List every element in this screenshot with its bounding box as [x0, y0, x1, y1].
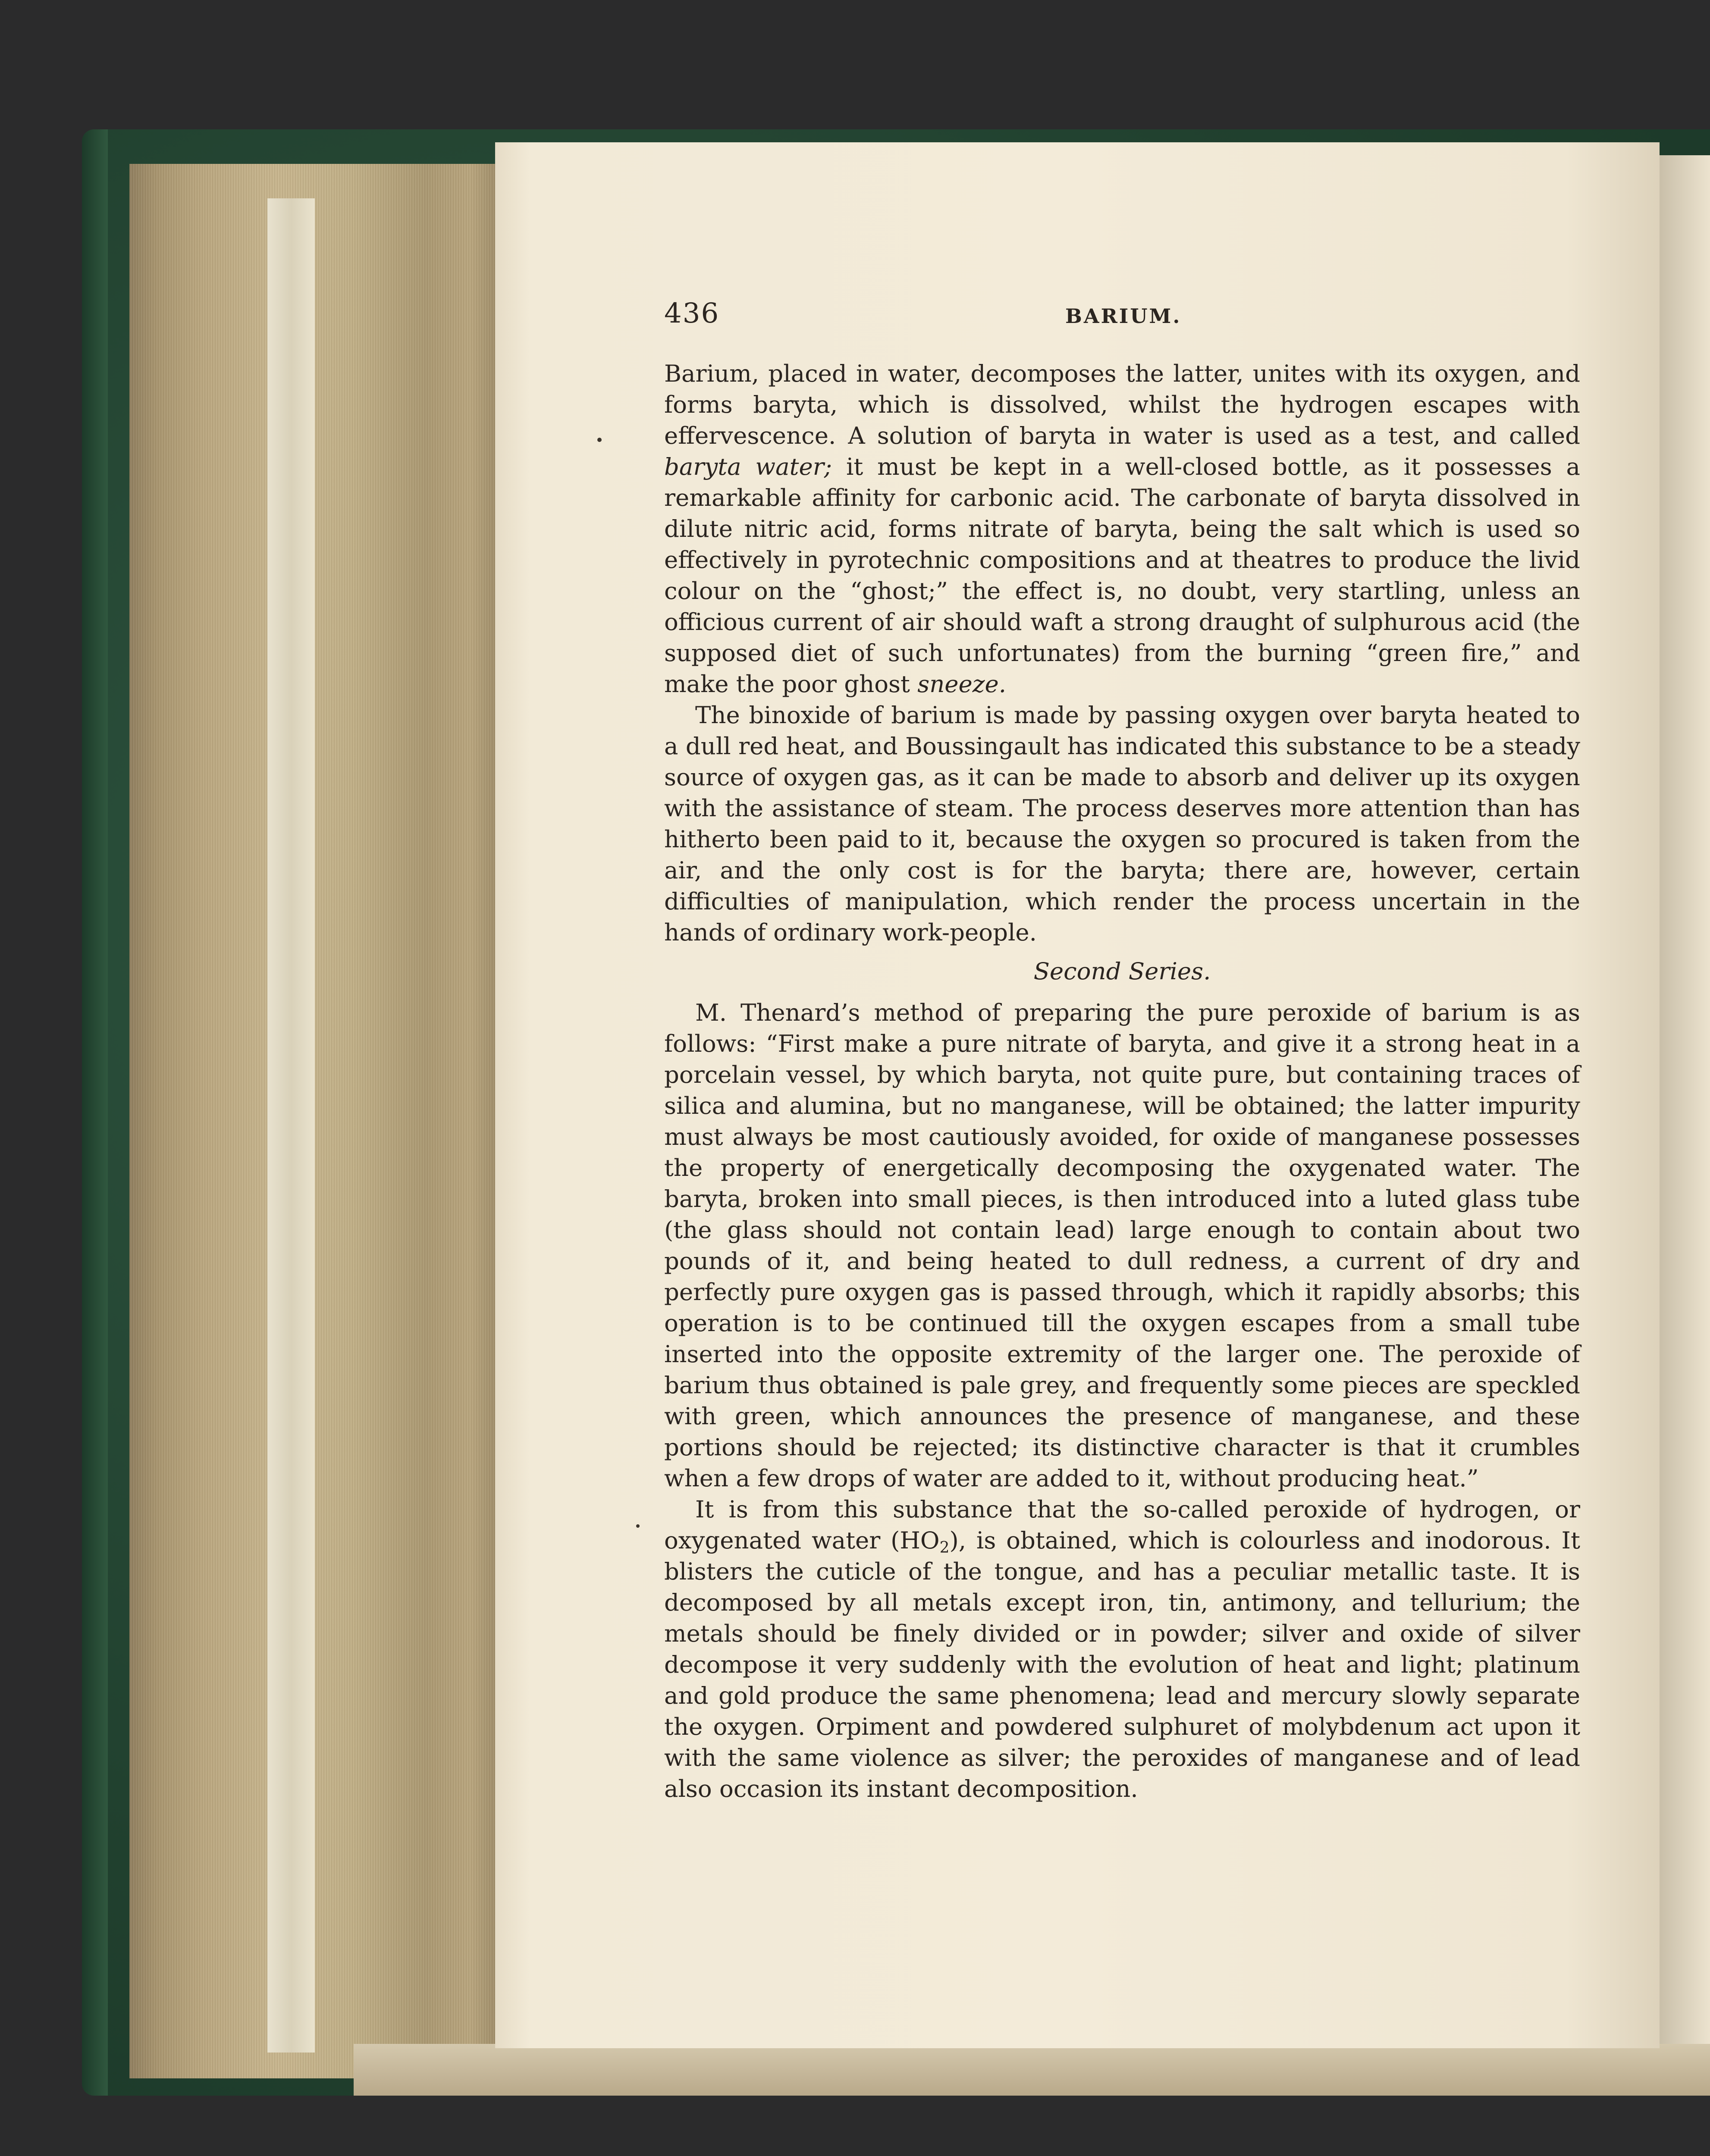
- italic-term: sneeze.: [917, 670, 1007, 698]
- running-head: BARIUM.: [1065, 304, 1182, 328]
- paragraph-binoxide: The binoxide of barium is made by passing oxygen over baryta heated to a dull red heat, and Boussingault has indicated this substance to be a steady source of oxygen gas, as it can be made to absorb and deliver up its oxygen with the assistance of steam. The process deserves more attention than has hitherto been paid to it, because the oxygen so procured is taken from the air, and the only cost is for the baryta; there are, however, certain difficulties of manipulation, which render the process uncertain in the hands of ordinary work-people.: [664, 701, 1580, 946]
- section-heading: Second Series.: [1033, 957, 1211, 985]
- body-text: [664, 358, 1580, 1804]
- ink-speck: [636, 1524, 640, 1528]
- page-block-texture: [129, 164, 500, 2078]
- facing-page-edge: [1660, 155, 1710, 2044]
- paragraph-barium-water: [664, 358, 1580, 699]
- bottom-page-edge: [354, 2044, 1710, 2096]
- page-header: [664, 298, 1613, 336]
- paragraph-thenard-method: M. Thenard’s method of preparing the pure peroxide of barium is as follows: “First make a pure nitrate of baryta, and give it a strong heat in a porcelain vessel, by which baryta, not quite pure, but containing traces of silica and alumina, but no manganese, will be obtained; the latter impurity must always be most cautiously avoided, for oxide of manganese possesses the property of energetically decomposing the oxygenated water. The baryta, broken into small pieces, is then introduced into a luted glass tube (the glass should not contain lead) large enough to contain about two pounds of it, and being heated to dull redness, a current of dry and perfectly pure oxygen gas is passed through, which it rapidly absorbs; this operation is to be continued till the oxygen escapes from a small tube inserted into the opposite extremity of the larger one. The peroxide of barium thus obtained is pale grey, and frequently some pieces are speckled with green, which announces the presence of manganese, and these portions should be rejected; its distinctive character is that it crumbles when a few drops of water are added to it, without producing heat.”: [664, 999, 1580, 1492]
- page-number: 436: [664, 298, 720, 329]
- paragraph-text: ), is obtained, which is colourless and inodorous. It blisters the cuticle of the tongue, and has a peculiar metallic taste. It is decomposed by all metals except iron, tin, antimony, and tellurium; the metals should be finely divided or in powder; silver and oxide of silver decompose it very suddenly with the evolution of heat and light; platinum and gold produce the same phenomena; lead and mercury slowly separate the oxygen. Orpiment and powdered sulphuret of molybdenum act upon it with the same violence as silver; the peroxides of manganese and of lead also occasion its instant decomposition.: [664, 1526, 1580, 1802]
- endpapers: [267, 198, 315, 2053]
- cover-spine-edge: [82, 129, 108, 2096]
- ink-speck: [597, 438, 602, 442]
- paragraph-peroxide-hydrogen: [664, 1494, 1580, 1804]
- paragraph-text: it must be kept in a well-closed bottle, as it possesses a remarkable affinity for carbonic acid. The carbonate of baryta dissolved in dilute nitric acid, forms nitrate of baryta, being the salt which is used so effectively in pyrotechnic compositions and at theatres to produce the livid colour on the “ghost;” the effect is, no doubt, very startling, unless an officious current of air should waft a strong draught of sulphurous acid (the supposed diet of such unfortunates) from the burning “green fire,” and make the poor ghost: [664, 453, 1580, 698]
- subscript: 2: [939, 1539, 950, 1557]
- paragraph-text: It is from this substance that the so-called peroxide of hydrogen, or oxygenated water (HO: [664, 1495, 1580, 1554]
- italic-term: baryta water;: [664, 453, 832, 480]
- paragraph-text: Barium, placed in water, decomposes the latter, unites with its oxygen, and forms baryta, which is dissolved, whilst the hydrogen escapes with effervescence. A solution of baryta in water is used as a test, and called: [664, 360, 1580, 449]
